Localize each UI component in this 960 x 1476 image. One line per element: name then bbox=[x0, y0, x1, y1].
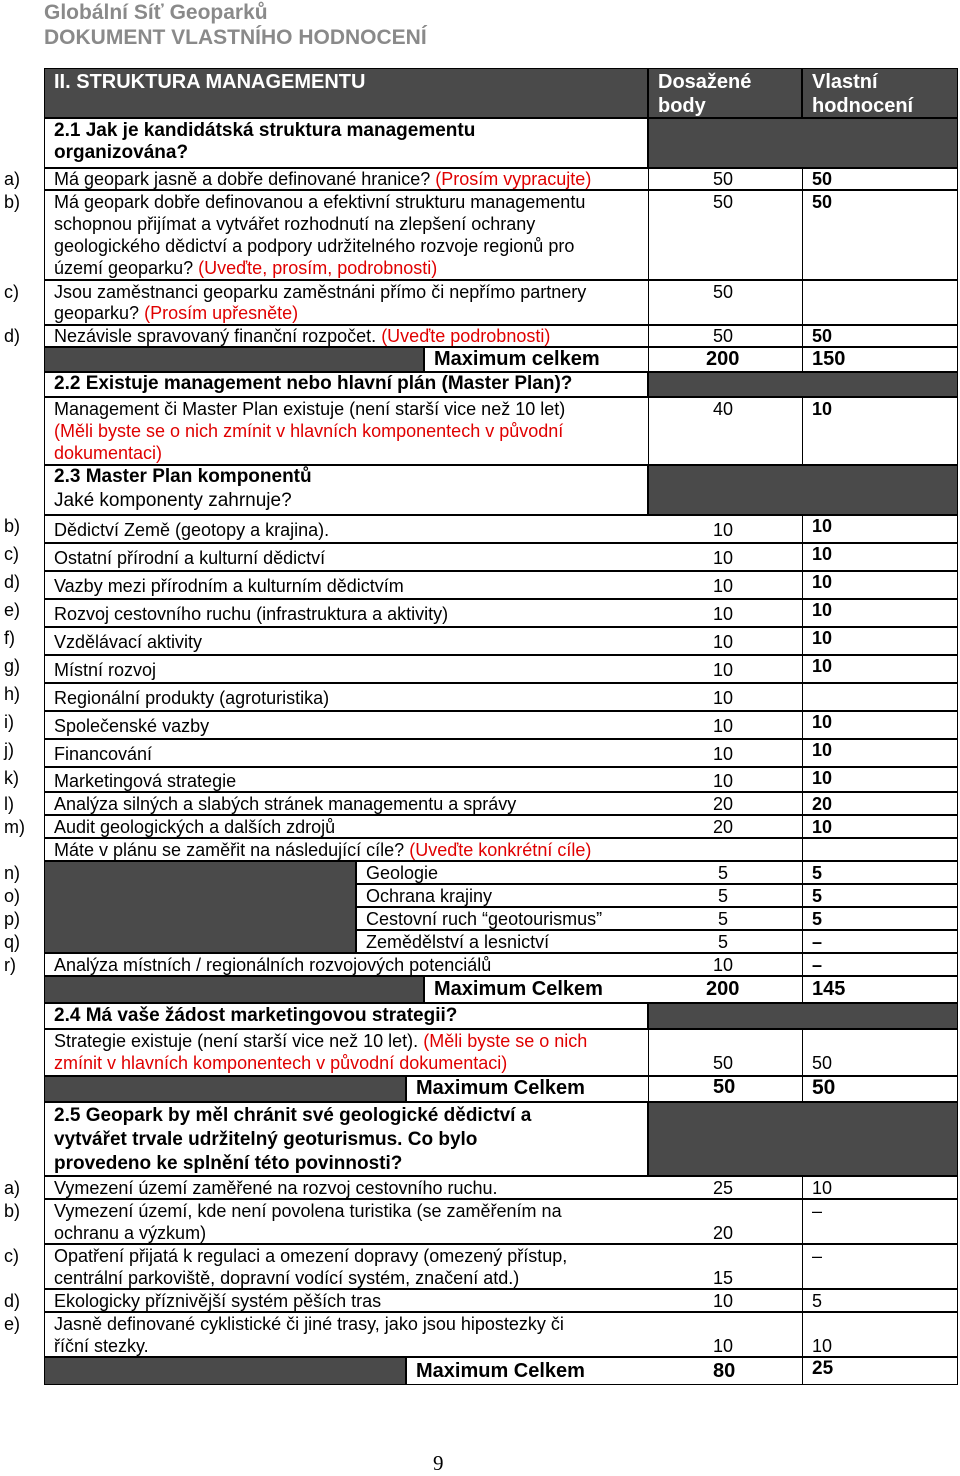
page-number: 9 bbox=[433, 1451, 444, 1475]
s24-max-points: 50 bbox=[713, 1076, 736, 1098]
s25-c-label: c) bbox=[4, 1246, 19, 1266]
s25-c-points: 15 bbox=[713, 1268, 734, 1288]
s23-row-points: 10 bbox=[713, 632, 734, 652]
s23-r-self: – bbox=[812, 955, 823, 975]
col-divider-5 bbox=[648, 397, 649, 465]
s23-row-label: h) bbox=[4, 684, 21, 704]
col-divider-9 bbox=[802, 1029, 803, 1102]
s24-title: 2.4 Má vaše žádost marketingovou strategii? bbox=[54, 1005, 458, 1026]
s23-row-points: 10 bbox=[713, 604, 734, 624]
s25-c-line2: centrální parkoviště, dopravní vodící systém, značení atd.) bbox=[54, 1268, 520, 1288]
s25-a-text: Vymezení území zaměřené na rozvoj cestovního ruchu. bbox=[54, 1178, 498, 1198]
s23-row-label: j) bbox=[4, 740, 14, 760]
s23-row-label: c) bbox=[4, 544, 19, 564]
s21-a-self: 50 bbox=[812, 169, 833, 189]
s24-points: 50 bbox=[713, 1053, 734, 1073]
s21-a-label: a) bbox=[4, 169, 21, 189]
s23-row-points: 10 bbox=[713, 744, 734, 764]
s23-m-label: m) bbox=[4, 817, 25, 837]
s25-e-line2: říční stezky. bbox=[54, 1336, 149, 1356]
s23-row-self: 10 bbox=[812, 572, 833, 592]
s23-l-points: 20 bbox=[713, 794, 734, 814]
s23-row-label: g) bbox=[4, 656, 21, 676]
s23-row-self: 10 bbox=[812, 544, 833, 564]
s24-max-label: Maximum Celkem bbox=[416, 1077, 585, 1099]
s21-c-line1: Jsou zaměstnanci geoparku zaměstnáni přímo či nepřímo partnery bbox=[54, 282, 587, 302]
s21-b-points: 50 bbox=[713, 192, 734, 212]
s25-title-line3: provedeno ke splnění této povinnosti? bbox=[54, 1153, 403, 1174]
s21-b-label: b) bbox=[4, 192, 21, 212]
s23-max-self: 145 bbox=[812, 978, 846, 1000]
s22-note1: (Měli byste se o nich zmínit v hlavních komponentech v původní bbox=[54, 421, 564, 441]
s23-row-label: d) bbox=[4, 572, 21, 592]
s21-b-self: 50 bbox=[812, 192, 833, 212]
s21-max-points: 200 bbox=[706, 348, 740, 370]
s25-e-points: 10 bbox=[713, 1336, 734, 1356]
s23-row-self: 10 bbox=[812, 600, 833, 620]
s25-a-self: 10 bbox=[812, 1178, 833, 1198]
s23-row-text: Rozvoj cestovního ruchu (infrastruktura a aktivity) bbox=[54, 604, 449, 624]
s23-row-text: Financování bbox=[54, 744, 153, 764]
s23-goal-text: Ochrana krajiny bbox=[366, 886, 493, 906]
s23-goal-label: n) bbox=[4, 863, 21, 883]
s23-row-text: Vzdělávací aktivity bbox=[54, 632, 203, 652]
s23-row-label: e) bbox=[4, 600, 21, 620]
s23-row-text: Vazby mezi přírodním a kulturním dědictvím bbox=[54, 576, 404, 596]
s23-row-self: 10 bbox=[812, 656, 833, 676]
s23-goal-text: Zemědělství a lesnictví bbox=[366, 932, 550, 952]
s23-goal-label: p) bbox=[4, 909, 21, 929]
s25-max-label: Maximum Celkem bbox=[416, 1360, 585, 1382]
section-title: II. STRUKTURA MANAGEMENTU bbox=[54, 71, 366, 93]
s23-row-text: Společenské vazby bbox=[54, 716, 210, 736]
col-divider-3 bbox=[648, 347, 649, 372]
s23-goal-label: o) bbox=[4, 886, 21, 906]
s25-a-label: a) bbox=[4, 1178, 21, 1198]
s21-b-line4: území geoparku? (Uveďte, prosím, podrobnosti) bbox=[54, 258, 438, 278]
s23-r-points: 10 bbox=[713, 955, 734, 975]
s21-max-label: Maximum celkem bbox=[434, 348, 600, 370]
s21-d-label: d) bbox=[4, 326, 21, 346]
s25-d-self: 5 bbox=[812, 1291, 823, 1311]
s21-d-points: 50 bbox=[713, 326, 734, 346]
s25-e-self: 10 bbox=[812, 1336, 833, 1356]
s23-row-points: 10 bbox=[713, 716, 734, 736]
s23-row-text: Místní rozvoj bbox=[54, 660, 157, 680]
s23-r-label: r) bbox=[4, 955, 16, 975]
s23-row-text: Marketingová strategie bbox=[54, 771, 237, 791]
s22-points: 40 bbox=[713, 399, 734, 419]
s23-row-label: b) bbox=[4, 516, 21, 536]
s21-a-text: Má geopark jasně a dobře definované hranice? (Prosím vypracujte) bbox=[54, 169, 592, 189]
col-divider-1 bbox=[648, 168, 649, 347]
s23-goal-points: 5 bbox=[718, 932, 729, 952]
s22-text: Management či Master Plan existuje (není starší vice než 10 let) bbox=[54, 399, 566, 419]
s23-m-text: Audit geologických a dalších zdrojů bbox=[54, 817, 336, 837]
s23-row-self: 10 bbox=[812, 712, 833, 732]
col-divider-10 bbox=[802, 1176, 803, 1385]
col-divider-2 bbox=[802, 168, 803, 347]
s25-max-dark bbox=[44, 1357, 406, 1385]
s25-e-line1: Jasně definované cyklistické či jiné trasy, jako jsou hipostezky či bbox=[54, 1314, 564, 1334]
s25-d-text: Ekologicky příznivější systém pěších tras bbox=[54, 1291, 382, 1311]
s23-row-text: Dědictví Země (geotopy a krajina). bbox=[54, 520, 330, 540]
s23-max-points: 200 bbox=[706, 978, 740, 1000]
s21-c-points: 50 bbox=[713, 282, 734, 302]
s21-b-line1: Má geopark dobře definovanou a efektivní strukturu managementu bbox=[54, 192, 586, 212]
s24-self: 50 bbox=[812, 1053, 833, 1073]
s21-title-dark bbox=[648, 118, 958, 168]
s23-row-self: 10 bbox=[812, 740, 833, 760]
s23-l-self: 20 bbox=[812, 794, 833, 814]
s23-goal-self: 5 bbox=[812, 909, 823, 929]
s23-max-label: Maximum Celkem bbox=[434, 978, 603, 1000]
s23-title: 2.3 Master Plan komponentů bbox=[54, 466, 312, 487]
s22-note2: dokumentaci) bbox=[54, 443, 163, 463]
s24-text: Strategie existuje (není starší vice než 10 let). (Měli byste se o nich bbox=[54, 1031, 588, 1051]
s23-goal-self: – bbox=[812, 932, 823, 952]
s21-c-label: c) bbox=[4, 282, 19, 302]
s25-d-label: d) bbox=[4, 1291, 21, 1311]
s25-c-self: – bbox=[812, 1246, 823, 1266]
col-divider-6 bbox=[802, 397, 803, 465]
col-points-header: Dosažené body bbox=[658, 71, 752, 117]
s23-goal-self: 5 bbox=[812, 886, 823, 906]
s23-goal-text: Geologie bbox=[366, 863, 439, 883]
s23-goal-n bbox=[356, 861, 958, 884]
s24-title-dark bbox=[648, 1003, 958, 1029]
s23-goal-text: Cestovní ruch “geotourismus” bbox=[366, 909, 603, 929]
s21-d-self: 50 bbox=[812, 326, 833, 346]
s25-d-points: 10 bbox=[713, 1291, 734, 1311]
s23-goal-points: 5 bbox=[718, 909, 729, 929]
s21-a-points: 50 bbox=[713, 169, 734, 189]
doc-header-line1: Globální Síť Geoparků bbox=[44, 1, 268, 24]
s23-goals-text: Máte v plánu se zaměřit na následující cíle? (Uveďte konkrétní cíle) bbox=[54, 840, 592, 860]
s23-l-text: Analýza silných a slabých stránek managementu a správy bbox=[54, 794, 517, 814]
s23-row-text: Regionální produkty (agroturistika) bbox=[54, 688, 330, 708]
s23-goal-label: q) bbox=[4, 932, 21, 952]
s23-row-points: 10 bbox=[713, 576, 734, 596]
s22-title: 2.2 Existuje management nebo hlavní plán (Master Plan)? bbox=[54, 373, 573, 394]
s25-b-self: – bbox=[812, 1201, 823, 1221]
s21-b-line2: schopnou přijímat a vytvářet rozhodnutí na zlepšení ochrany bbox=[54, 214, 536, 234]
s23-goal-points: 5 bbox=[718, 863, 729, 883]
s25-title-line2: vytvářet trvale udržitelný geoturismus. Co bylo bbox=[54, 1129, 478, 1150]
s23-max-dark bbox=[44, 976, 424, 1003]
s23-row-label: f) bbox=[4, 628, 15, 648]
s23-row-points: 10 bbox=[713, 520, 734, 540]
s25-e-label: e) bbox=[4, 1314, 21, 1334]
s24-note2: zmínit v hlavních komponentech v původní dokumentaci) bbox=[54, 1053, 508, 1073]
s21-c-line2: geoparku? (Prosím upřesněte) bbox=[54, 303, 299, 323]
s25-c-line1: Opatření přijatá k regulaci a omezení dopravy (omezený přístup, bbox=[54, 1246, 568, 1266]
s23-row-points: 10 bbox=[713, 548, 734, 568]
s21-d-text: Nezávisle spravovaný finanční rozpočet. (Uveďte podrobnosti) bbox=[54, 326, 551, 346]
s21-b-line3: geologického dědictví a podpory udržitelného rozvoje regionů pro bbox=[54, 236, 575, 256]
s23-row-label: i) bbox=[4, 712, 14, 732]
col-divider-8 bbox=[648, 1029, 649, 1102]
s23-subtitle: Jaké komponenty zahrnuje? bbox=[54, 490, 292, 511]
s25-b-points: 20 bbox=[713, 1223, 734, 1243]
s22-title-dark bbox=[648, 372, 958, 397]
s23-row-self: 10 bbox=[812, 516, 833, 536]
s23-l-label: l) bbox=[4, 794, 14, 814]
s21-max-dark bbox=[44, 347, 424, 372]
s23-row-label: k) bbox=[4, 768, 19, 788]
s24-max-self: 50 bbox=[812, 1076, 836, 1099]
s25-max-self: 25 bbox=[812, 1358, 834, 1379]
s23-row-points: 10 bbox=[713, 688, 734, 708]
s23-goal-points: 5 bbox=[718, 886, 729, 906]
s25-a-points: 25 bbox=[713, 1178, 734, 1198]
s23-row-points: 10 bbox=[713, 771, 734, 791]
s25-b-label: b) bbox=[4, 1201, 21, 1221]
s23-goals-dark bbox=[44, 861, 356, 953]
col-divider-4 bbox=[802, 347, 803, 372]
s25-title-line1: 2.5 Geopark by měl chránit své geologické dědictví a bbox=[54, 1105, 532, 1126]
s25-b-line1: Vymezení území, kde není povolena turistika (se zaměřením na bbox=[54, 1201, 562, 1221]
s21-max-self: 150 bbox=[812, 348, 846, 370]
s23-m-points: 20 bbox=[713, 817, 734, 837]
s24-max-dark bbox=[44, 1076, 406, 1102]
col-self-header: Vlastní hodnocení bbox=[812, 71, 914, 117]
s25-title-dark bbox=[648, 1102, 958, 1176]
s23-row-text: Ostatní přírodní a kulturní dědictví bbox=[54, 548, 326, 568]
s23-r-text: Analýza místních / regionálních rozvojových potenciálů bbox=[54, 955, 492, 975]
s21-title: 2.1 Jak je kandidátská struktura managementu organizována? bbox=[54, 120, 476, 163]
s23-row-self: 10 bbox=[812, 768, 833, 788]
col-divider-7 bbox=[802, 515, 803, 1003]
s23-m-self: 10 bbox=[812, 817, 833, 837]
s23-row-self: 10 bbox=[812, 628, 833, 648]
s23-row-points: 10 bbox=[713, 660, 734, 680]
s25-b-line2: ochranu a výzkum) bbox=[54, 1223, 207, 1243]
s25-max-points: 80 bbox=[713, 1360, 736, 1382]
s22-self: 10 bbox=[812, 399, 833, 419]
s23-goal-self: 5 bbox=[812, 863, 823, 883]
s23-title-dark bbox=[648, 465, 958, 515]
doc-header-line2: DOKUMENT VLASTNÍHO HODNOCENÍ bbox=[44, 26, 427, 49]
